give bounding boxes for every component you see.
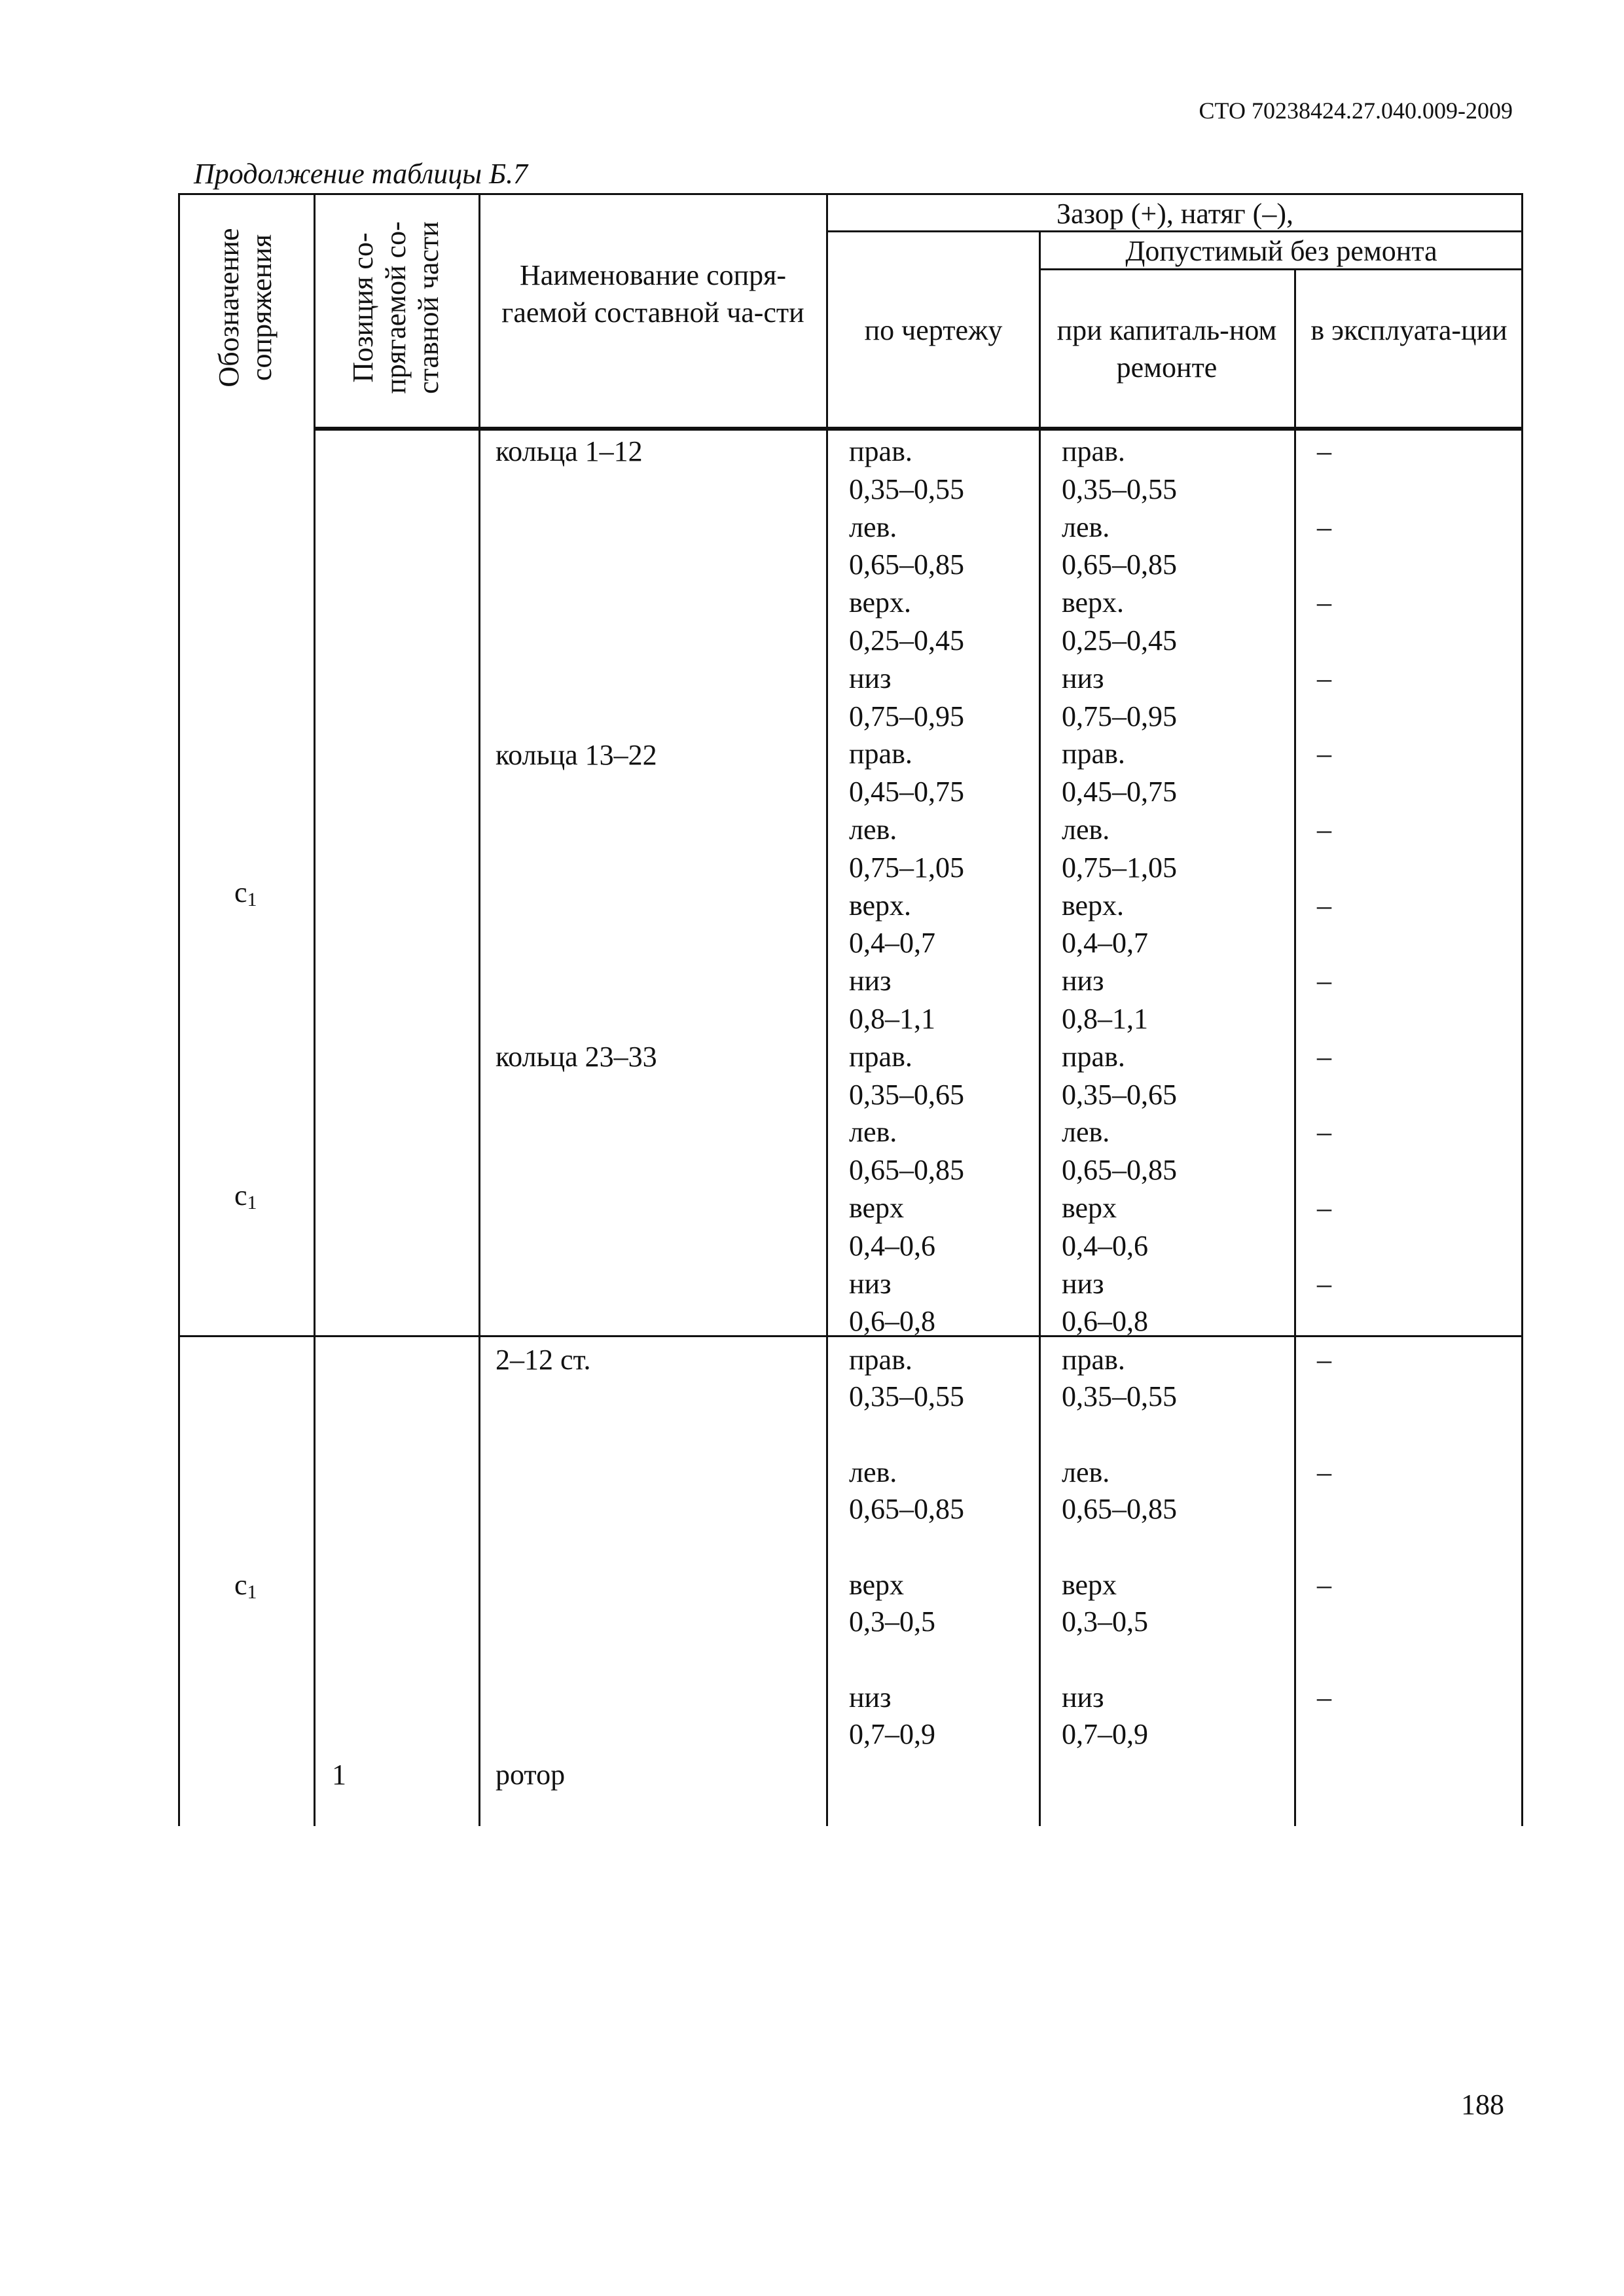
tolerance-value: 0,4–0,7 [849, 927, 935, 960]
tolerance-value: 0,8–1,1 [849, 1003, 935, 1035]
header-gap-group: Зазор (+), натяг (–), [1056, 198, 1293, 230]
tolerance-value: 0,35–0,55 [1062, 1380, 1177, 1412]
designation-subscript: 1 [247, 1192, 257, 1213]
header-position-line-3: ставной части [412, 221, 444, 394]
tolerance-value: 0,8–1,1 [1062, 1003, 1148, 1035]
tolerance-value: 0,65–0,85 [1062, 1493, 1177, 1525]
table-caption: Продолжение таблицы Б.7 [194, 158, 528, 190]
tolerance-value: 0,4–0,6 [849, 1229, 935, 1262]
header-designation-line-1: Обозначение [213, 228, 245, 387]
header-allowed-group: Допустимый без ремонта [1125, 235, 1437, 267]
header-name: Наименование сопря-гаемой составной ча-сти [501, 259, 804, 329]
side-label: лев. [849, 814, 897, 846]
operation-dash: – [1317, 1192, 1331, 1224]
designation-subscript: 1 [247, 889, 257, 910]
stage-label: 2–12 ст. [496, 1344, 591, 1376]
tolerance-value: 0,75–0,95 [1062, 700, 1177, 732]
side-label: прав. [849, 738, 912, 770]
tolerance-value: 0,65–0,85 [1062, 1154, 1177, 1187]
operation-dash: – [1317, 511, 1331, 543]
tolerance-value: 0,35–0,55 [1062, 473, 1177, 505]
operation-dash: – [1317, 1040, 1331, 1073]
side-label: прав. [1062, 1040, 1125, 1073]
side-label: прав. [849, 1040, 912, 1073]
designation-letter: c [234, 1179, 247, 1211]
page-number: 188 [1461, 2089, 1504, 2121]
side-label: верх. [849, 586, 912, 619]
side-label: верх [849, 1569, 905, 1601]
tolerance-value: 0,6–0,8 [849, 1305, 935, 1338]
col-border-5 [1294, 268, 1296, 1826]
part-name-rings-1-12: кольца 1–12 [496, 435, 643, 467]
operation-dash: – [1317, 1267, 1331, 1300]
side-label: низ [849, 965, 892, 997]
part-name-rotor: ротор [496, 1759, 566, 1791]
designation-letter: c [234, 876, 247, 908]
side-label: лев. [849, 511, 897, 543]
header-position [347, 221, 445, 394]
col-border-left [178, 193, 180, 1826]
tolerance-value: 0,35–0,65 [849, 1078, 964, 1111]
col-border-2 [478, 193, 480, 1826]
header-bottom-border [314, 427, 1523, 431]
tolerance-value: 0,75–1,05 [1062, 851, 1177, 884]
tolerance-value: 0,7–0,9 [1062, 1718, 1148, 1750]
side-label: низ [1062, 1267, 1104, 1300]
operation-dash: – [1317, 1681, 1331, 1713]
tolerance-value: 0,25–0,45 [1062, 624, 1177, 656]
side-label: низ [1062, 965, 1104, 997]
header-by-drawing: по чертежу [864, 314, 1003, 346]
col-border-3 [826, 193, 828, 1826]
part-name-rings-13-22: кольца 13–22 [496, 739, 657, 771]
position-number: 1 [332, 1759, 346, 1791]
side-label: низ [849, 662, 892, 694]
side-label: верх [849, 1192, 905, 1224]
header-designation-line-2: сопряжения [245, 234, 278, 382]
side-label: верх. [849, 889, 912, 922]
document-code: СТО 70238424.27.040.009-2009 [1199, 98, 1513, 124]
side-label: лев. [1062, 1456, 1110, 1488]
operation-dash: – [1317, 586, 1331, 619]
tolerance-value: 0,35–0,55 [849, 473, 964, 505]
col-border-right [1521, 193, 1523, 1826]
operation-dash: – [1317, 1456, 1331, 1488]
tolerance-value: 0,65–0,85 [849, 1493, 964, 1525]
operation-dash: – [1317, 662, 1331, 694]
tolerance-value: 0,45–0,75 [849, 776, 964, 808]
side-label: верх [1062, 1192, 1117, 1224]
operation-dash: – [1317, 1344, 1331, 1376]
tolerance-value: 0,7–0,9 [849, 1718, 935, 1750]
tolerance-value: 0,6–0,8 [1062, 1305, 1148, 1338]
col-border-1 [314, 193, 316, 1826]
designation-subscript: 1 [247, 1581, 257, 1603]
header-capital-repair: при капиталь-ном ремонте [1056, 314, 1277, 384]
tolerance-value: 0,3–0,5 [849, 1605, 935, 1638]
side-label: лев. [1062, 1116, 1110, 1149]
operation-dash: – [1317, 965, 1331, 997]
side-label: верх [1062, 1569, 1117, 1601]
part-name-rings-23-33: кольца 23–33 [496, 1041, 657, 1073]
tolerance-value: 0,45–0,75 [1062, 776, 1177, 808]
side-label: прав. [849, 1344, 912, 1376]
operation-dash: – [1317, 1116, 1331, 1149]
side-label: низ [1062, 662, 1104, 694]
side-label: лев. [849, 1456, 897, 1488]
designation-letter: c [234, 1569, 247, 1601]
side-label: низ [1062, 1681, 1104, 1713]
header-in-operation: в эксплуата-ции [1310, 314, 1507, 346]
tolerance-value: 0,65–0,85 [849, 1154, 964, 1187]
designation-c1-a [234, 874, 257, 918]
designation-c1-b [234, 1177, 257, 1221]
tolerance-value: 0,75–0,95 [849, 700, 964, 732]
header-designation [213, 228, 278, 387]
side-label: низ [849, 1681, 892, 1713]
side-label: низ [849, 1267, 892, 1300]
side-label: прав. [849, 435, 912, 467]
operation-dash: – [1317, 435, 1331, 467]
operation-dash: – [1317, 1569, 1331, 1601]
operation-dash: – [1317, 814, 1331, 846]
tolerance-value: 0,4–0,6 [1062, 1229, 1148, 1262]
side-label: прав. [1062, 738, 1125, 770]
tolerance-value: 0,35–0,55 [849, 1380, 964, 1412]
side-label: лев. [849, 1116, 897, 1149]
tolerance-value: 0,75–1,05 [849, 851, 964, 884]
tolerance-value: 0,65–0,85 [849, 548, 964, 581]
header-position-line-2: прягаемой со- [380, 221, 412, 394]
tolerance-value: 0,65–0,85 [1062, 548, 1177, 581]
side-label: лев. [1062, 814, 1110, 846]
side-label: прав. [1062, 435, 1125, 467]
operation-dash: – [1317, 738, 1331, 770]
tolerance-value: 0,4–0,7 [1062, 927, 1148, 960]
side-label: прав. [1062, 1344, 1125, 1376]
col-border-4 [1039, 230, 1041, 1826]
side-label: лев. [1062, 511, 1110, 543]
side-label: верх. [1062, 586, 1125, 619]
operation-dash: – [1317, 889, 1331, 922]
side-label: верх. [1062, 889, 1125, 922]
designation-c1-c [234, 1566, 257, 1611]
header-position-line-1: Позиция со- [347, 232, 379, 383]
tolerance-value: 0,3–0,5 [1062, 1605, 1148, 1638]
tolerance-value: 0,25–0,45 [849, 624, 964, 656]
tolerance-value: 0,35–0,65 [1062, 1078, 1177, 1111]
